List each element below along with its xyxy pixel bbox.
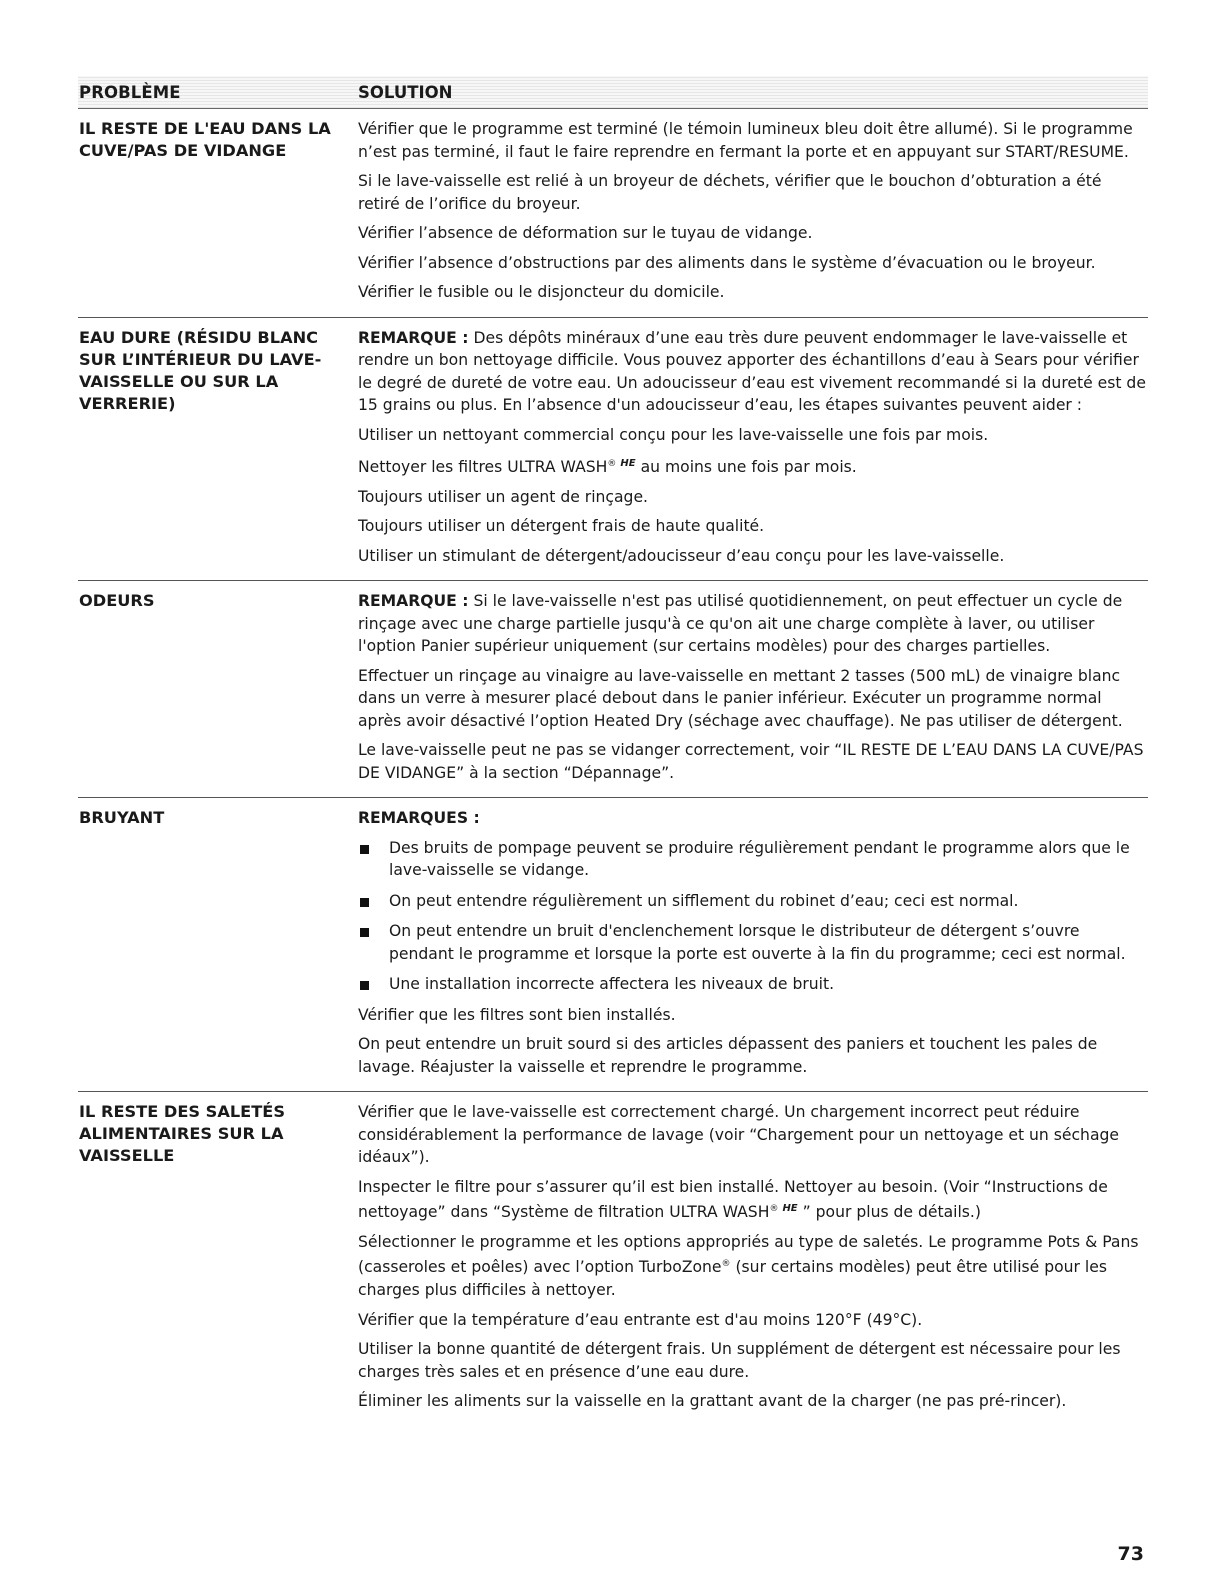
table-row — [78, 798, 1148, 1092]
solution-paragraph: Vérifier que le programme est terminé (le témoin lumineux bleu doit être allumé). Si le programme n’est pas terminé, il faut le faire reprendre en fermant la porte et en appuyant sur START/RESUME. — [358, 120, 1133, 161]
list-item: On peut entendre un bruit d'enclenchement lorsque le distributeur de détergent s’ouvre pendant le programme et lorsque la porte est ouverte à la fin du programme; ceci est normal. — [358, 920, 1148, 965]
table-row — [78, 109, 1148, 318]
solution-paragraph: Toujours utiliser un agent de rinçage. — [358, 487, 649, 506]
list-item: Des bruits de pompage peuvent se produire régulièrement pendant le programme alors que le lave-vaisselle se vidange. — [358, 837, 1148, 882]
page-number: 73 — [1117, 1543, 1144, 1565]
solution-paragraph: Vérifier que les filtres sont bien installés. — [358, 1005, 676, 1024]
registered-mark: ® — [721, 1259, 731, 1270]
solution-paragraph: Vérifier que le lave-vaisselle est correctement chargé. Un chargement incorrect peut réduire considérablement la performance de lavage (voir “Chargement pour un nettoyage et un séchage idéaux”). — [358, 1103, 1119, 1167]
solution-cell — [358, 1101, 1148, 1419]
solution-paragraph: Utiliser la bonne quantité de détergent frais. Un supplément de détergent est nécessaire pour les charges très sales et en présence d’une eau dure. — [358, 1340, 1121, 1381]
note-text: Des dépôts minéraux d’une eau très dure peuvent endommager le lave-vaisselle et rendre un bon nettoyage difficile. Vous pouvez apporter des échantillons d’eau à Sears pour vérifier le degré de dureté de votre eau. Un adoucisseur d’eau est vivement recommandé si la dureté est de 15 grains ou plus. En l’absence d'un adoucisseur d’eau, les étapes suivantes peuvent aider : — [358, 328, 1146, 414]
problem-column-header: PROBLÈME — [79, 82, 181, 102]
note-paragraph — [358, 327, 1148, 417]
table-row — [78, 318, 1148, 582]
problem-title: EAU DURE (RÉSIDU BLANC SUR L’INTÉRIEUR DU LAVE- VAISSELLE OU SUR LA VERRERIE) — [79, 327, 322, 413]
solution-paragraph: Effectuer un rinçage au vinaigre au lave-vaisselle en mettant 2 tasses (500 mL) de vinaigre blanc dans un verre à mesurer placé debout dans le panier inférieur. Exécuter un programme normal après avoir désactivé l’option Heated Dry (séchage avec chauffage). Ne pas utiliser de détergent. — [358, 666, 1123, 730]
problem-title: ODEURS — [79, 591, 155, 611]
he-mark: HE — [782, 1203, 798, 1215]
table-row — [78, 1092, 1148, 1425]
solution-cell — [358, 327, 1148, 575]
registered-mark: ® — [769, 1204, 779, 1215]
solution-paragraph: Si le lave-vaisselle est relié à un broyeur de déchets, vérifier que le bouchon d’obturation a été retiré de l’orifice du broyeur. — [358, 172, 1102, 213]
filter-cleaning-paragraph: Nettoyer les filtres ULTRA WASH® $^{HE}$ au moins une fois par mois. — [358, 458, 857, 477]
solution-paragraph: Toujours utiliser un détergent frais de haute qualité. — [358, 517, 765, 536]
problem-title: BRUYANT — [79, 808, 165, 828]
note-paragraph — [358, 590, 1148, 658]
solution-paragraph: Vérifier l’absence d’obstructions par des aliments dans le système d’évacuation ou le broyeur. — [358, 253, 1096, 272]
table-header — [78, 76, 1148, 109]
registered-mark: ® — [607, 459, 617, 469]
note-text: Si le lave-vaisselle n'est pas utilisé quotidiennement, on peut effectuer un cycle de rinçage avec une charge partielle jusqu'à ce qu'on ait une charge complète à laver, ou utiliser l'option Panier supérieur uniquement (sur certains modèles) pour des charges partielles. — [358, 592, 1123, 656]
solution-paragraph: Vérifier que la température d’eau entrante est d'au moins 120°F (49°C). — [358, 1310, 923, 1329]
solution-cell — [358, 807, 1148, 1085]
bullet-square-icon — [360, 898, 369, 907]
solution-paragraph: Le lave-vaisselle peut ne pas se vidanger correctement, voir “IL RESTE DE L’EAU DANS LA CUVE/PAS DE VIDANGE” à la section “Dépannage”. — [358, 741, 1144, 782]
solution-paragraph: Utiliser un stimulant de détergent/adoucisseur d’eau conçu pour les lave-vaisselle. — [358, 546, 1005, 565]
notes-label: REMARQUES : — [358, 809, 480, 828]
note-label: REMARQUE : — [358, 328, 469, 347]
solution-paragraph: Vérifier le fusible ou le disjoncteur du domicile. — [358, 283, 725, 301]
solution-cell — [358, 590, 1148, 791]
he-mark: HE — [620, 458, 636, 469]
table-row — [78, 581, 1148, 798]
bullet-square-icon — [360, 981, 369, 990]
problem-title: IL RESTE DE L'EAU DANS LA CUVE/PAS DE VIDANGE — [79, 119, 331, 160]
solution-paragraph: Utiliser un nettoyant commercial conçu pour les lave-vaisselle une fois par mois. — [358, 425, 989, 444]
inspect-filter-paragraph: Inspecter le filtre pour s’assurer qu’il est bien installé. Nettoyer au besoin. (Voir “Instructions de nettoyage” dans “Système de filtration ULTRA WASH® $^{HE}$ ” pour plus de détails.) — [358, 1177, 1108, 1222]
list-item: Une installation incorrecte affectera les niveaux de bruit. — [358, 973, 1148, 996]
troubleshooting-table — [78, 76, 1148, 1426]
solution-paragraph: Vérifier l’absence de déformation sur le tuyau de vidange. — [358, 224, 813, 242]
select-program-paragraph: Sélectionner le programme et les options appropriés au type de saletés. Le programme Pots & Pans (casseroles et poêles) avec l’option TurboZone® (sur certains modèles) peut être utilisé pour les charges plus difficiles à nettoyer. — [358, 1232, 1139, 1300]
bullet-square-icon — [360, 845, 369, 854]
solution-paragraph: Éliminer les aliments sur la vaisselle en la grattant avant de la charger (ne pas pré-rincer). — [358, 1392, 1067, 1411]
solution-cell — [358, 118, 1148, 311]
note-label: REMARQUE : — [358, 592, 469, 611]
solution-column-header: SOLUTION — [358, 82, 453, 102]
problem-title: IL RESTE DES SALETÉS ALIMENTAIRES SUR LA VAISSELLE — [79, 1102, 285, 1166]
list-item: On peut entendre régulièrement un sifflement du robinet d’eau; ceci est normal. — [358, 890, 1148, 913]
solution-paragraph: On peut entendre un bruit sourd si des articles dépassent des paniers et touchent les pales de lavage. Réajuster la vaisselle et reprendre le programme. — [358, 1035, 1098, 1076]
bullet-square-icon — [360, 928, 369, 937]
